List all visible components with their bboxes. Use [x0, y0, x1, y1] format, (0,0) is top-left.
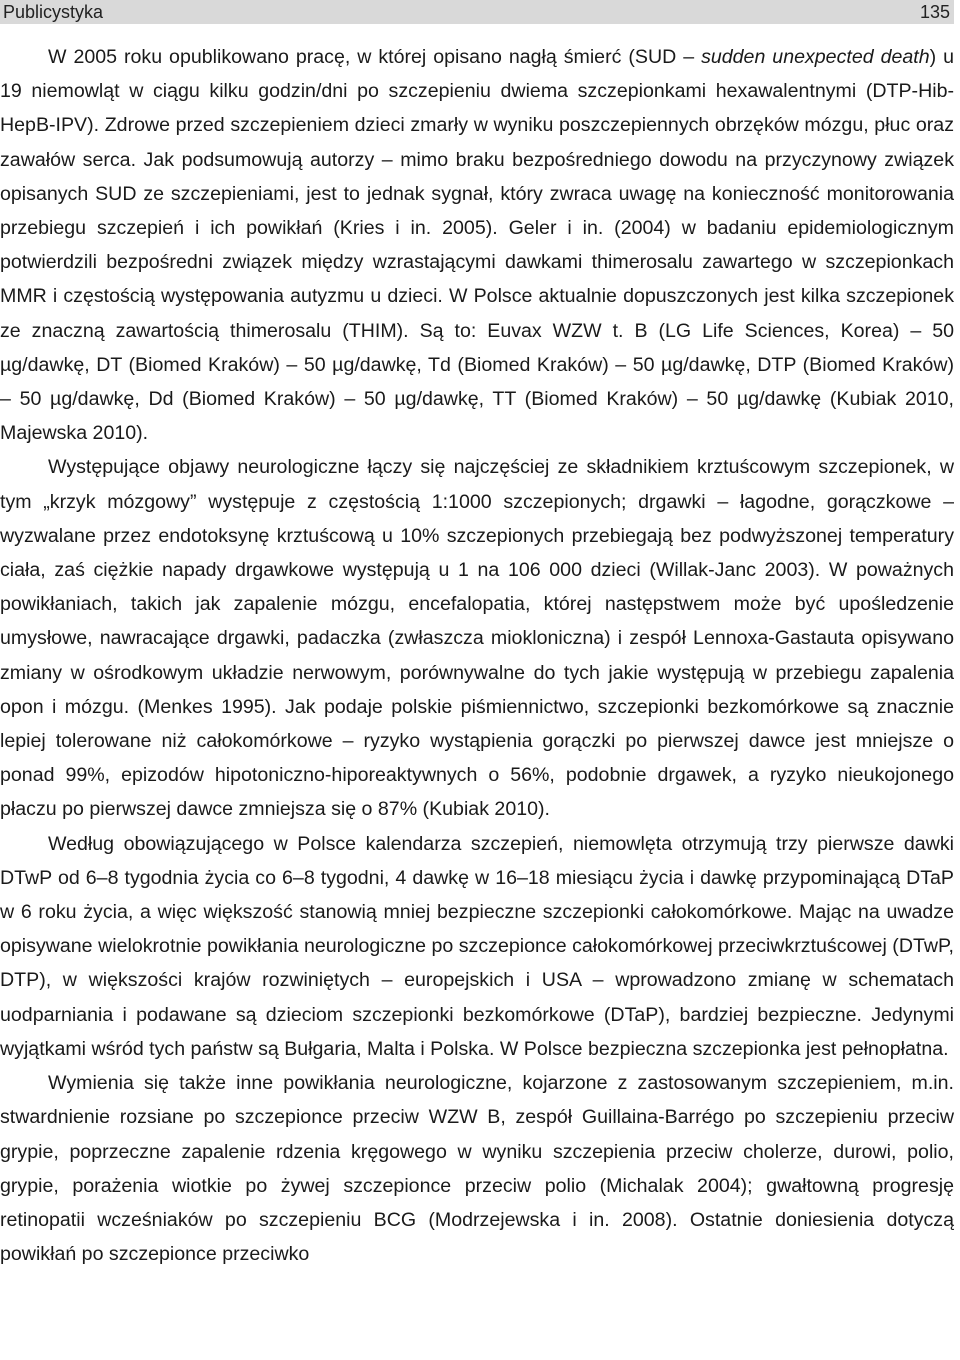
paragraph-1-rest: ) u 19 niemowląt w ciągu kilku godzin/dni po szczepieniu dwiema szczepionkami hexawalentnymi (DTP-Hib-HepB-IPV). Zdrowe przed szczepieniem dzieci zmarły w wyniku poszczepiennych obrzęków mózgu, płuc oraz zawałów serca. Jak podsumowują autorzy – mimo braku bezpośredniego dowodu na przyczynowy związek opisanych SUD ze szczepieniami, jest to jednak sygnał, który zwraca uwagę na konieczność monitorowania przebiegu szczepień i ich powikłań (Kries i in. 2005). Geler i in. (2004) w badaniu epidemiologicznym potwierdzili bezpośredni związek między wzrastającymi dawkami thimerosalu zawartego w szczepionkach MMR i częstością występowania autyzmu u dzieci. W Polsce aktualnie dopuszczonych jest kilka szczepionek ze znaczną zawartością thimerosalu (THIM). Są to: Euvax WZW t. B (LG Life Sciences, Korea) – 50 µg/dawkę, DT (Biomed Kraków) – 50 µg/dawkę, Td (Biomed Kraków) – 50 µg/dawkę, DTP (Biomed Kraków) – 50 µg/dawkę, Dd (Biomed Kraków) – 50 µg/dawkę, TT (Biomed Kraków) – 50 µg/dawkę (Kubiak 2010, Majewska 2010). — [0, 46, 954, 445]
paragraph-3: Według obowiązującego w Polsce kalendarza szczepień, niemowlęta otrzymują trzy pierwsze dawki DTwP od 6–8 tygodnia życia co 6–8 tygodni, 4 dawkę w 16–18 miesiącu życia i dawkę przypominającą DTaP w 6 roku życia, a więc większość stanowią mniej bezpieczne szczepionki całokomórkowe. Mając na uwadze opisywane wielokrotnie powikłania neurologiczne po szczepionce całokomórkowej przeciwkrztuścowej (DTwP, DTP), w większości krajów rozwiniętych – europejskich i USA – wprowadzono zmianę w schematach uodparniania i podawane są dzieciom szczepionki bezkomórkowe (DTaP), bardziej bezpieczne. Jedynymi wyjątkami wśród tych państw są Bułgaria, Malta i Polska. W Polsce bezpieczna szczepionka jest pełnopłatna. — [0, 832, 954, 1060]
paragraph-1 — [0, 40, 954, 450]
paragraph-4: Wymienia się także inne powikłania neurologiczne, kojarzone z zastosowanym szczepieniem, m.in. stwardnienie rozsiane po szczepionce przeciw WZW B, zespół Guillaina-Barrégo po szczepieniu przeciw grypie, poprzeczne zapalenie rdzenia kręgowego w wyniku szczepienia przeciw cholerze, durowi, polio, grypie, porażenia wiotkie po żywej szczepionce przeciw polio (Michalak 2004); gwałtowną progresję retinopatii wcześniaków po szczepieniu BCG (Modrzejewska i in. 2008). Ostatnie doniesienia dotyczą powikłań po szczepionce przeciwko — [0, 1072, 954, 1266]
page-number: 135 — [919, 2, 950, 22]
article-body — [0, 40, 954, 1271]
paragraph-1-start: W 2005 roku opublikowano pracę, w której opisano nagłą śmierć (SUD – — [48, 46, 702, 68]
section-title: Publicystyka — [3, 2, 104, 22]
paragraph-2: Występujące objawy neurologiczne łączy się najczęściej ze składnikiem krztuścowym szczepionek, w tym „krzyk mózgowy” występuje z częstością 1:1000 szczepionych; drgawki – łagodne, gorączkowe – wyzwalane przez endotoksynę krztuścową u 10% szczepionych przebiegają bez podwyższonej temperatury ciała, zaś ciężkie napady drgawkowe występują u 1 na 106 000 dzieci (Willak-Janc 2003). W poważnych powikłaniach, takich jak zapalenie mózgu, encefalopatia, której następstwem może być upośledzenie umysłowe, nawracające drgawki, padaczka (zwłaszcza miokloniczna) i zespół Lennoxa-Gastauta opisywano zmiany w ośrodkowym układzie nerwowym, porównywalne do tych jakie występują w przebiegu zapalenia opon i mózgu. (Menkes 1995). Jak podaje polskie piśmiennictwo, szczepionki bezkomórkowe są znacznie lepiej tolerowane niż całokomórkowe – ryzyko wystąpienia gorączki po pierwszej dawce jest mniejsze o ponad 99%, epizodów hipotoniczno-hiporeaktywnych o 56%, podobnie drgawek, a ryzyko nieukojonego płaczu po pierwszej dawce zmniejsza się o 87% (Kubiak 2010). — [0, 456, 954, 821]
paragraph-1-italic-term: sudden unexpected death — [701, 46, 930, 68]
running-header — [0, 0, 954, 24]
